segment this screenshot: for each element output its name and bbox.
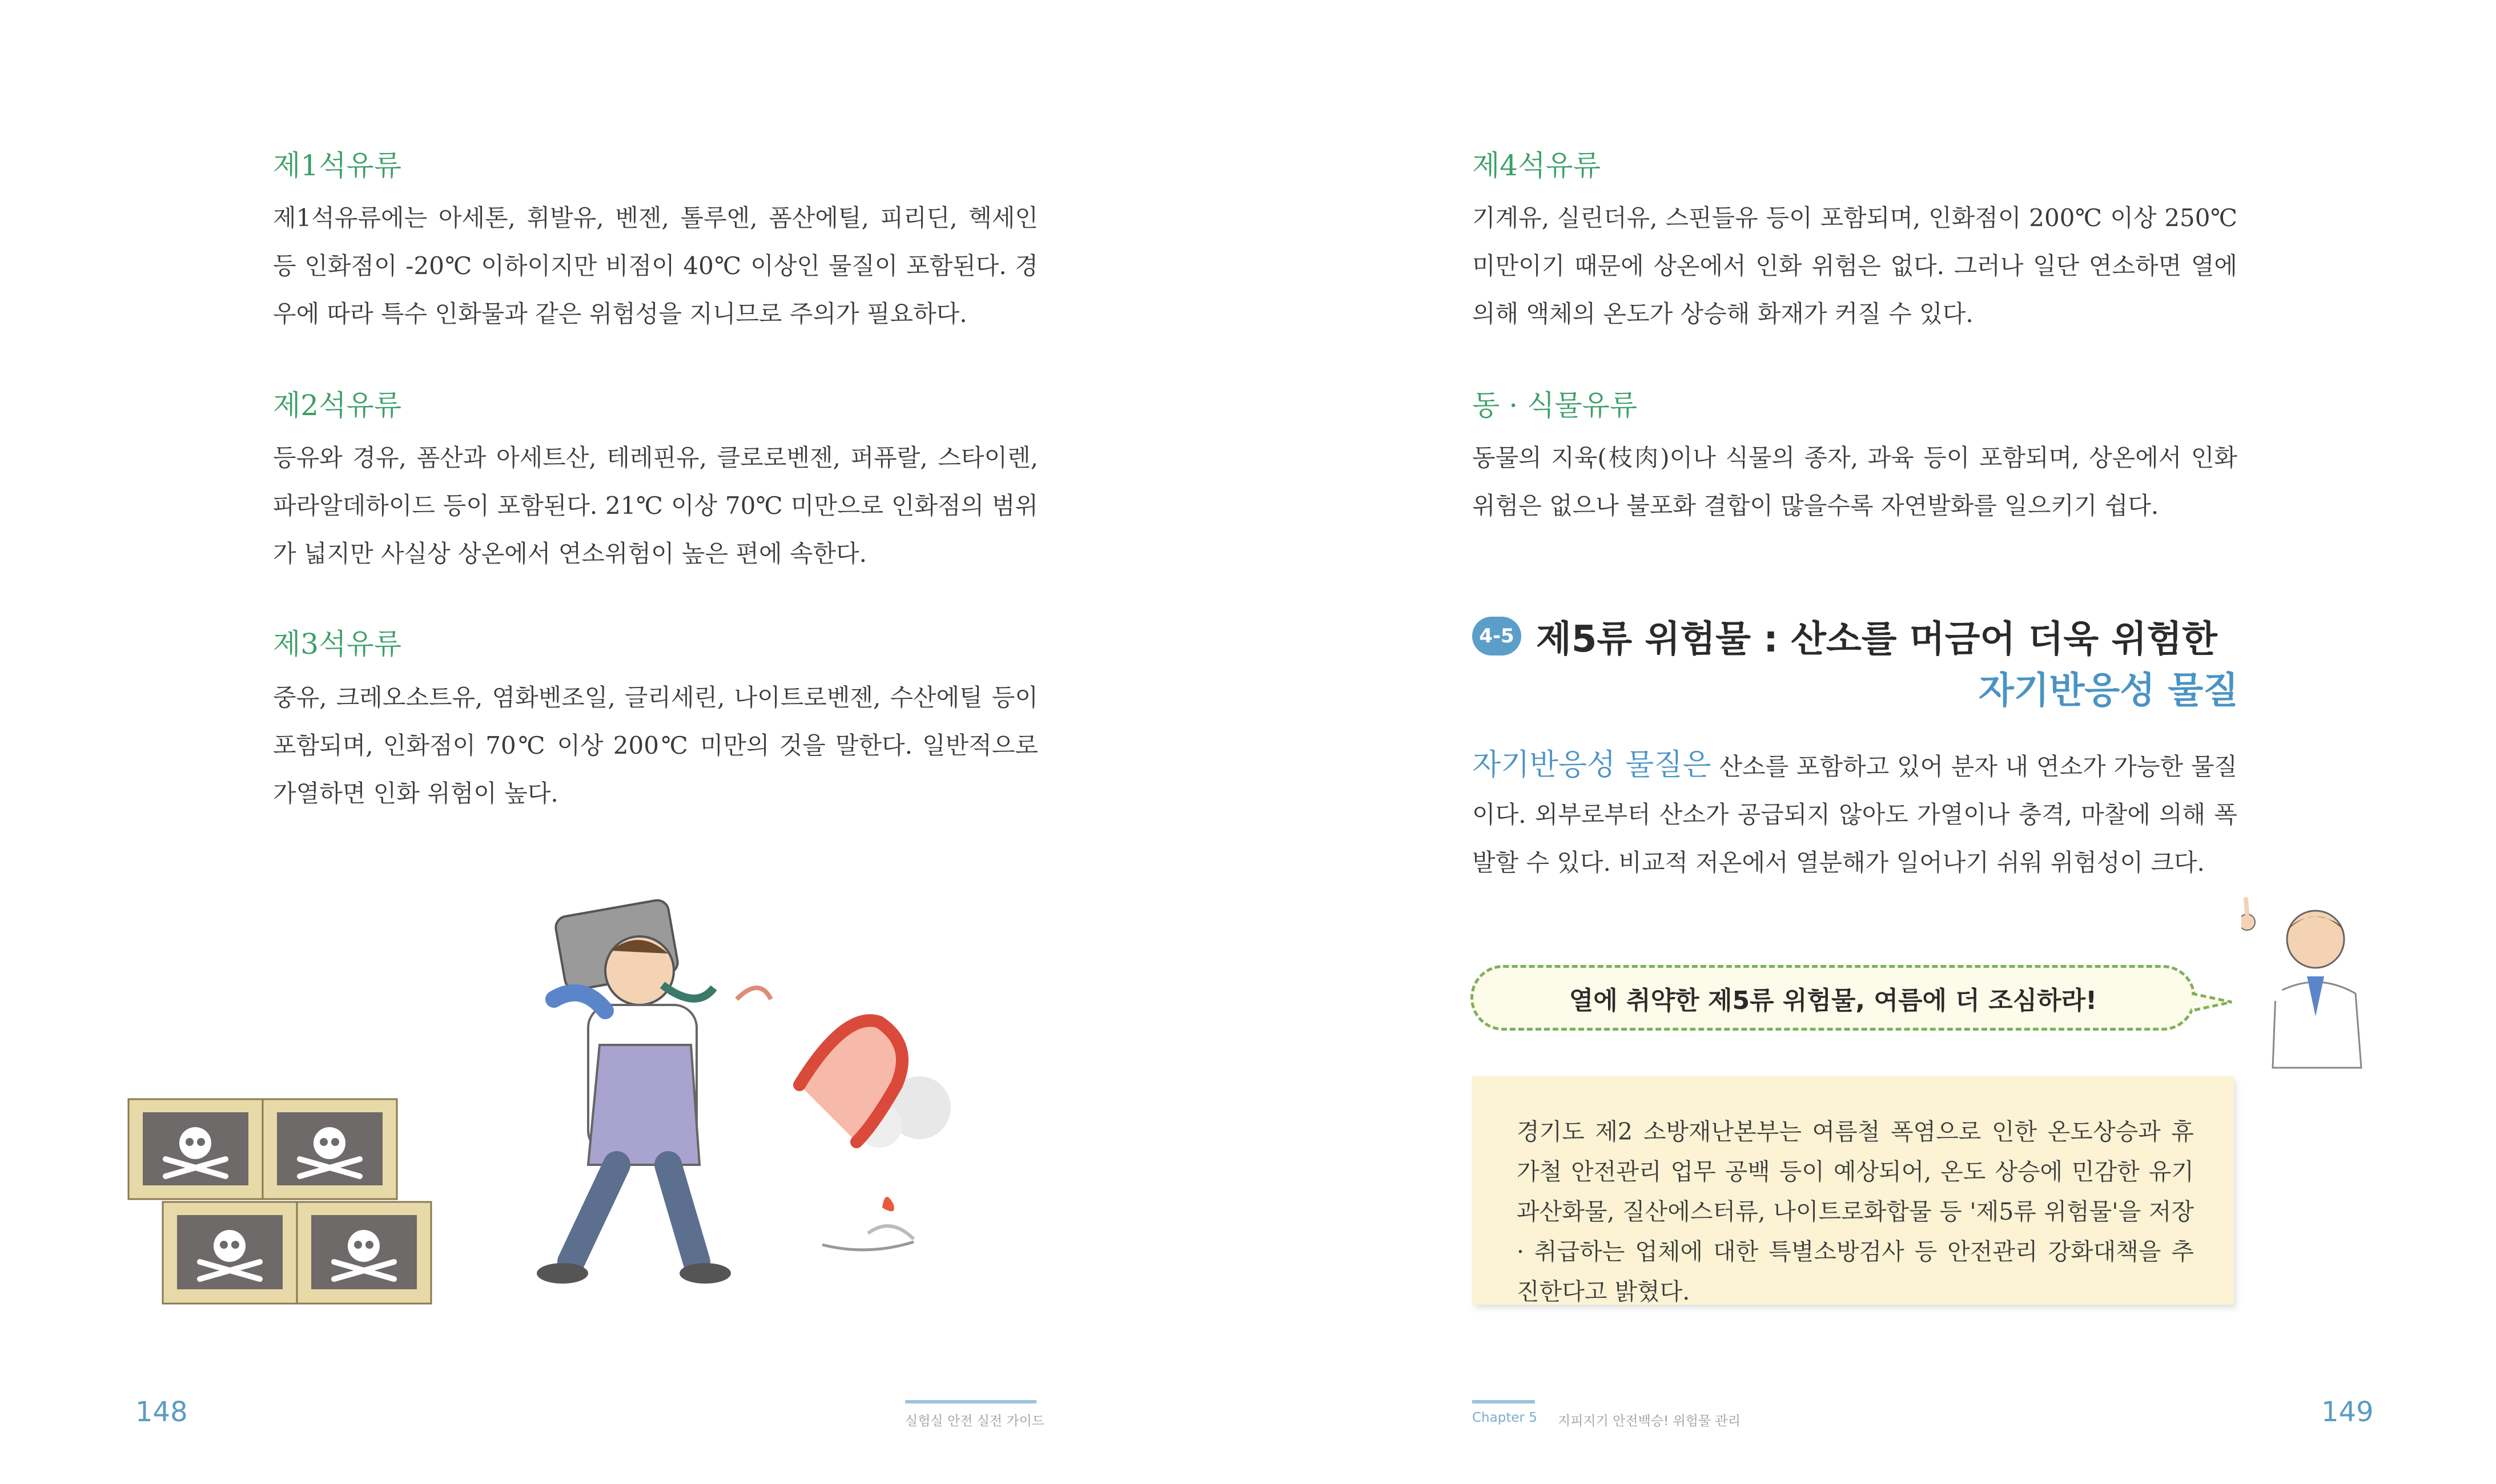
- section-number-badge: 4-5: [1472, 617, 1521, 655]
- section-body-petroleum-4: 기계유, 실린더유, 스핀들유 등이 포함되며, 인화점이 200℃ 이상 250℃ 미만이기 때문에 상온에서 인화 위험은 없다. 그러나 일단 연소하면 열에 의해 액체의 온도가 상승해 화재가 커질 수 있다.: [1472, 204, 2237, 328]
- section-title-animal-plant-oil: 동 · 식물유류: [1472, 389, 1638, 422]
- poison-box-icon: [128, 1099, 263, 1199]
- section-heading-sub: 자기반응성 물질: [1978, 670, 2238, 712]
- section-body-petroleum-1: 제1석유류에는 아세톤, 휘발유, 벤젠, 톨루엔, 폼산에틸, 피리딘, 헥세인 등 인화점이 -20℃ 이하이지만 비점이 40℃ 이상인 물질이 포함된다. 경우에 따라 특수 인화물과 같은 위험성을 지니므로 주의가 필요하다.: [273, 204, 1038, 328]
- footer-chapter-bar: [1472, 1400, 1535, 1403]
- section-body-animal-plant-oil: 동물의 지육(枝肉)이나 식물의 종자, 과육 등이 포함되며, 상온에서 인화 위험은 없으나 불포화 결합이 많을수록 자연발화를 일으키기 쉽다.: [1472, 444, 2237, 520]
- page-number: 148: [135, 1396, 188, 1428]
- speech-bubble-tail: [2192, 991, 2237, 1014]
- section-title-petroleum-1: 제1석유류: [273, 149, 402, 182]
- professor-illustration: [2241, 896, 2395, 1073]
- footer-chapter-title: 지피지기 안전백승! 위험물 관리: [1558, 1414, 1741, 1429]
- news-note-box: [1472, 1076, 2234, 1305]
- section-title-petroleum-4: 제4석유류: [1472, 149, 1601, 182]
- poison-box-icon: [163, 1202, 297, 1304]
- intro-body: 산소를 포함하고 있어 분자 내 연소가 가능한 물질이다. 외부로부터 산소가 공급되지 않아도 가열이나 충격, 마찰에 의해 폭발할 수 있다. 비교적 저온에서 열분해가 일어나기 쉬워 위험성이 크다.: [1472, 753, 2237, 876]
- section-heading-main: 제5류 위험물 : 산소를 머금어 더욱 위험한: [1536, 618, 2217, 661]
- news-note-text: 경기도 제2 소방재난본부는 여름철 폭염으로 인한 온도상승과 휴가철 안전관리 업무 공백 등이 예상되어, 온도 상승에 민감한 유기과산화물, 질산에스터류, 나이트로화합물 등 '제5류 위험물'을 저장 · 취급하는 업체에 대한 특별소방검사 등 안전관리 강화대책을 추진한다고 밝혔다.: [1517, 1118, 2194, 1305]
- page-number: 149: [2321, 1396, 2374, 1428]
- footer-bar: [905, 1400, 1036, 1403]
- footer-chapter-label: Chapter 5: [1472, 1410, 1537, 1425]
- footer-book-title: 실험실 안전 실전 가이드: [905, 1414, 1045, 1429]
- section-title-petroleum-2: 제2석유류: [273, 389, 402, 422]
- speech-bubble: 열에 취약한 제5류 위험물, 여름에 더 조심하라!: [1470, 965, 2196, 1031]
- section-body-petroleum-2: 등유와 경유, 폼산과 아세트산, 테레핀유, 클로로벤젠, 퍼퓨랄, 스타이렌, 파라알데하이드 등이 포함된다. 21℃ 이상 70℃ 미만으로 인화점의 범위가 넓지만 사실상 상온에서 연소위험이 높은 편에 속한다.: [273, 444, 1038, 568]
- scientist-carrying-can-illustration: [503, 896, 994, 1296]
- section-body-petroleum-3: 중유, 크레오소트유, 염화벤조일, 글리세린, 나이트로벤젠, 수산에틸 등이 포함되며, 인화점이 70℃ 이상 200℃ 미만의 것을 말한다. 일반적으로 가열하면 인화 위험이 높다.: [273, 683, 1038, 807]
- poison-boxes-illustration: [126, 1096, 445, 1308]
- intro-lead-term: 자기반응성 물질은: [1472, 748, 1711, 782]
- section-title-petroleum-3: 제3석유류: [273, 628, 402, 661]
- poison-box-icon: [297, 1202, 431, 1304]
- intro-paragraph: [1472, 741, 2237, 887]
- poison-box-icon: [263, 1099, 397, 1199]
